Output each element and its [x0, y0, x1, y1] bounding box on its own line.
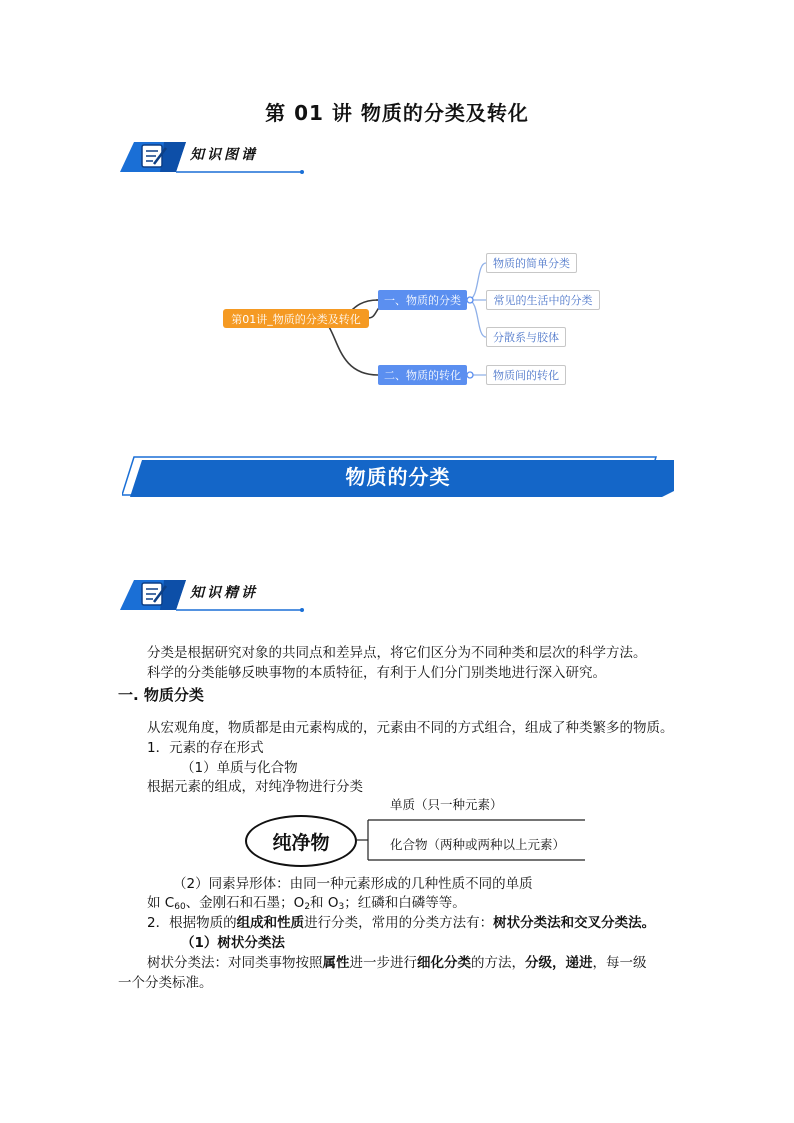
- allotrope-ex-end: ；红磷和白磷等等。: [344, 895, 466, 911]
- section-label-map: 知识图谱: [190, 147, 258, 163]
- tree-l1e: 的方法，: [471, 955, 525, 971]
- item-2-line: [147, 913, 655, 933]
- classify-line: 根据元素的组成，对纯净物进行分类: [147, 779, 363, 795]
- tree-l1c: 进一步进行: [349, 955, 417, 971]
- mindmap-leaf-transformation[interactable]: 物质间的转化: [486, 365, 566, 385]
- item-2-c: 进行分类，常用的分类方法有：: [304, 915, 494, 931]
- allotrope-definition: （2）同素异形体：由同一种元素形成的几种性质不同的单质: [173, 876, 533, 892]
- tree-method-line-2: 一个分类标准。: [118, 975, 213, 991]
- mindmap-leaf-daily-classification[interactable]: 常见的生活中的分类: [486, 290, 600, 310]
- banner-title: 物质的分类: [345, 465, 451, 489]
- item-2-d: 树状分类法和交叉分类法。: [493, 915, 656, 931]
- allotrope-ex-sub-60: 60: [174, 902, 186, 912]
- heading-matter-classification: 一. 物质分类: [118, 686, 204, 704]
- allotrope-ex-mid-1: 、金刚石和石墨；O: [185, 895, 305, 911]
- tree-l1g: ，每一级: [592, 955, 647, 971]
- section-banner: [122, 455, 674, 499]
- item-1-1-heading: （1）单质与化合物: [181, 760, 298, 776]
- allotrope-ex-prefix: 如 C: [147, 895, 175, 911]
- tree-l1a: 树状分类法：对同类事物按照: [147, 955, 323, 971]
- tree-l1b: 属性: [322, 955, 350, 971]
- item-2-a: 2．根据物质的: [147, 915, 237, 931]
- element-substance-label: 单质（只一种元素）: [390, 797, 503, 812]
- mindmap-branch-classification[interactable]: 一、物质的分类: [378, 290, 467, 310]
- section-label-lecture: 知识精讲: [190, 585, 258, 601]
- macro-statement: 从宏观角度，物质都是由元素构成的，元素由不同的方式组合，组成了种类繁多的物质。: [147, 720, 674, 736]
- tree-l1d: 细化分类: [417, 955, 471, 971]
- allotrope-ex-sub-2: 2: [304, 902, 311, 912]
- allotrope-ex-mid-2: 和 O: [310, 895, 339, 911]
- item-1-heading: 1．元素的存在形式: [147, 740, 264, 756]
- tree-l1f: 分级，递进: [525, 955, 593, 971]
- mindmap-connectors: [0, 0, 794, 420]
- pure-substance-oval: 纯净物: [245, 815, 357, 867]
- tree-method-heading: （1）树状分类法: [181, 935, 285, 951]
- intro-line-1: 分类是根据研究对象的共同点和差异点，将它们区分为不同种类和层次的科学方法。: [147, 645, 647, 661]
- mindmap-branch-transformation[interactable]: 二、物质的转化: [378, 365, 467, 385]
- mindmap-leaf-dispersion-colloid[interactable]: 分散系与胶体: [486, 327, 566, 347]
- mindmap-root-node[interactable]: 第01讲_物质的分类及转化: [223, 309, 369, 328]
- section-header-lecture: [120, 576, 305, 616]
- page-title: 第 01 讲 物质的分类及转化: [265, 101, 529, 125]
- mindmap-leaf-simple-classification[interactable]: 物质的简单分类: [486, 253, 577, 273]
- allotrope-ex-sub-3: 3: [338, 902, 345, 912]
- intro-line-2: 科学的分类能够反映事物的本质特征，有利于人们分门别类地进行深入研究。: [147, 665, 606, 681]
- item-2-b: 组成和性质: [236, 915, 305, 931]
- compound-label: 化合物（两种或两种以上元素）: [390, 837, 566, 852]
- tree-method-line-1: [147, 953, 647, 973]
